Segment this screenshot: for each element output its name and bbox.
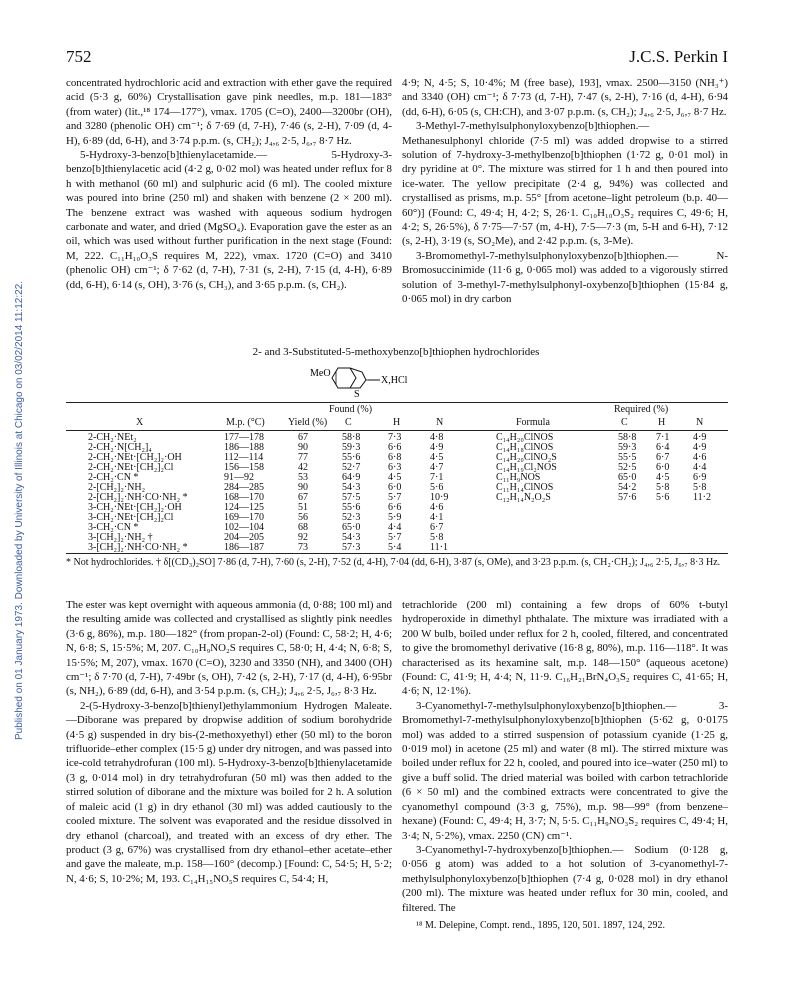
- cell-n: 4·1: [430, 512, 444, 523]
- cell-mp: 112—114: [224, 452, 264, 463]
- cell-rn: 6·9: [693, 472, 707, 483]
- cell-yield: 90: [298, 442, 308, 453]
- cell-formula: C₁₁H₉NOS: [496, 472, 541, 483]
- col-c: C: [345, 417, 352, 428]
- cell-rc: 59·3: [618, 442, 637, 453]
- col-x: X: [136, 417, 144, 428]
- cell-yield: 56: [298, 512, 308, 523]
- col-rn: N: [696, 417, 704, 428]
- col-formula: Formula: [516, 417, 550, 428]
- cell-x: 2-[CH₂]₂·NH₂: [88, 482, 146, 493]
- cell-mp: 186—188: [224, 442, 264, 453]
- cell-rc: 65·0: [618, 472, 637, 483]
- table-title: 2- and 3-Substituted-5-methoxybenzo[b]thiophen hydrochlorides: [252, 346, 540, 358]
- cell-h: 5·4: [388, 542, 402, 553]
- cell-rn: 4·4: [693, 462, 707, 473]
- cell-rn: 4·9: [693, 442, 707, 453]
- cell-c: 54·3: [342, 482, 361, 493]
- cell-x: 2-CH₂·NEt·[CH₂]₂Cl: [88, 462, 174, 473]
- cell-rc: 55·5: [618, 452, 637, 463]
- cell-x: 3-[CH₂]₂·NH₂ †: [88, 532, 153, 543]
- structure-x-label: X,HCl: [381, 375, 408, 386]
- cell-h: 4·4: [388, 522, 402, 533]
- cell-x: 2-CH₂·CN *: [88, 472, 139, 483]
- paragraph: 3-Cyanomethyl-7-methylsulphonyloxybenzo[b]thiophen.— 3-Bromomethyl-7-methylsulphonyloxybenzo[b]thiophen (5·62 g, 0·0175 mol) was added to a stirred suspension of potassium cyanide (1·25 g, 0·019 mol) in acetone (25 ml) and water (8 ml). The stirred mixture was boiled under reflux for 22 h, cooled, and poured into ice–water (250 ml) to give a buff solid. The dried material was boiled with carbon tetrachloride (6 × 50 ml) and the combined extracts were concentrated to give the cyanomethyl compound (3·3 g, 75%), m.p. 98—99° (from benzene–hexane) (Found: C, 49·4; H, 3·7; N, 5·5. C₁₁H₉NO₃S₂ requires C, 49·4; H, 3·4; N, 5·2%), νmax. 2250 (CN) cm⁻¹.: [402, 699, 728, 842]
- right-column-bottom: [402, 598, 728, 933]
- paragraph: 3-Methyl-7-methylsulphonyloxybenzo[b]thiophen.— Methanesulphonyl chloride (7·5 ml) was added dropwise to a stirred solution of 7-hydroxy-3-methylbenzo[b]thiophen (1·72 g, 0·01 mol) in dry pyridine at 0°. The mixture was stirred for 1 h and then poured into ice-water. The yellow precipitate (2·4 g, 94%) was collected and crystallised as prisms, m.p. 55° [from acetone–light petroleum (b.p. 40—60°)] (Found: C, 49·4; H, 4·2; S, 26·1. C₁₀H₁₀O₃S₂ requires C, 49·6; H, 4·2; S, 26·5%), δ 7·75—7·57 (m, 4-H), 7·5—7·3 (m, 5-H and 6-H), 7·12 (s, 2-H), 3·19 (s, SO₂Me), and 2·42 p.p.m. (s, 3-Me).: [402, 120, 728, 248]
- cell-h: 6·6: [388, 502, 402, 513]
- cell-formula: C₁₁H₁₄ClNOS: [496, 482, 554, 493]
- cell-mp: 177—178: [224, 432, 264, 443]
- cell-mp: 168—170: [224, 492, 264, 503]
- cell-mp: 156—158: [224, 462, 264, 473]
- cell-yield: 53: [298, 472, 308, 483]
- col-h: H: [393, 417, 401, 428]
- cell-c: 52·7: [342, 462, 361, 473]
- cell-x: 3-CH₂·NEt·[CH₂]₂·OH: [88, 502, 182, 513]
- table-header-row: [66, 417, 728, 429]
- cell-h: 4·5: [388, 472, 402, 483]
- cell-yield: 90: [298, 482, 308, 493]
- cell-rh: 6·0: [656, 462, 670, 473]
- group-found: Found (%): [329, 404, 373, 415]
- cell-x: 2-CH₂·NEt₂: [88, 432, 137, 443]
- table-footnote: * Not hydrochlorides. † δ[(CD₃)₂SO] 7·86 (d, 7-H), 7·60 (s, 2-H), 7·52 (d, 4-H), 7·04 (dd, 6-H), 3·87 (s, OMe), and 3·23 p.p.m. (s, CH₂·CH₂); J₄,₆ 2·5, J₆,₇ 8·3 Hz.: [66, 557, 721, 568]
- cell-rh: 5·6: [656, 492, 670, 503]
- data-table: [66, 400, 728, 552]
- cell-n: 4·9: [430, 442, 444, 453]
- cell-c: 57·3: [342, 542, 361, 553]
- cell-c: 54·3: [342, 532, 361, 543]
- right-column-top: [402, 76, 728, 307]
- download-watermark: [2, 180, 25, 740]
- cell-h: 5·9: [388, 512, 402, 523]
- table-group-header: [66, 404, 728, 416]
- cell-n: 7·1: [430, 472, 444, 483]
- paragraph: tetrachloride (200 ml) containing a few drops of 60% t-butyl hydroperoxide in dimethyl phthalate. The mixture was irradiated with a 200 W bulb, boiled under reflux for 2 h, cooled, filtered, and concentrated to give the bromomethyl derivative (16·8 g, 80%), m.p. 116—118°. It was characterised as its hexamine salt, m.p. 148—150° (aqueous acetone) (Found: C, 41·9; H, 4·4; N, 11·9. C₁₆H₂₁BrN₄O₃S₂ requires C, 41·65; H, 4·6; N, 12·1%).: [402, 599, 728, 698]
- cell-n: 4·6: [430, 502, 444, 513]
- structure-meo-label: MeO: [310, 368, 331, 379]
- cell-formula: C₁₄H₂₀ClNOS: [496, 432, 554, 443]
- cell-n: 4·7: [430, 462, 444, 473]
- cell-n: 4·5: [430, 452, 444, 463]
- cell-c: 55·6: [342, 502, 361, 513]
- cell-yield: 67: [298, 432, 308, 443]
- cell-rc: 54·2: [618, 482, 637, 493]
- cell-mp: 124—125: [224, 502, 264, 513]
- cell-rc: 57·6: [618, 492, 637, 503]
- paragraph: The ester was kept overnight with aqueous ammonia (d, 0·88; 100 ml) and the resulting amide was collected and crystallised as slightly pink needles (3·6 g, 86%), m.p. 180—182° (from propan-2-ol) (Found: C, 58·2; H, 4·6; N, 6·8; S, 15·5%; M, 207. C₁₀H₉NO₂S requires C, 58·0; H, 4·4; N, 6·8; S, 15·5%; M, 207), νmax. 1670 (C=O), 3230 and 3350 (NH), and 3400 (OH) cm⁻¹; δ 7·70 (d, 7-H), 7·49br (s, OH), 7·42 (s, 2-H), 7·17 (d, 4-H), 6·95br (s, NH₂), 6·89 (dd, 6-H), and 3·54 p.p.m. (s, CH₂); J₄,₆ 2·5, J₆,₇ 8·3 Hz.: [66, 599, 392, 698]
- cell-mp: 186—187: [224, 542, 264, 553]
- cell-c: 57·5: [342, 492, 361, 503]
- structure-diagram: [288, 362, 488, 402]
- cell-mp: 284—285: [224, 482, 264, 493]
- cell-rn: 4·9: [693, 432, 707, 443]
- group-required: Required (%): [614, 404, 669, 415]
- structure-s-label: S: [354, 389, 360, 400]
- cell-yield: 92: [298, 532, 308, 543]
- paragraph: 4·9; N, 4·5; S, 10·4%; M (free base), 193], νmax. 2500—3150 (NH₃⁺) and 3340 (OH) cm⁻¹; δ 7·73 (d, 7-H), 7·47 (s, 2-H), 7·16 (d, 4-H), 6·94 (dd, 6-H), 6·05 (s, CH:CH), and 3·07 p.p.m. (s, CH₂); J₄,₆ 2·5, J₆,₇ 8·7 Hz.: [402, 77, 728, 118]
- cell-h: 6·6: [388, 442, 402, 453]
- col-n: N: [436, 417, 444, 428]
- cell-x: 2-CH₂·NEt·[CH₂]₂·OH: [88, 452, 182, 463]
- cell-n: 6·7: [430, 522, 444, 533]
- cell-n: 4·8: [430, 432, 444, 443]
- left-column-bottom: [66, 598, 392, 886]
- cell-rc: 58·8: [618, 432, 637, 443]
- col-rc: C: [621, 417, 628, 428]
- watermark-text: Published on 01 January 1973. Downloaded by University of Illinois at Chicago on 03/02/2014 11:12:22.: [14, 280, 25, 740]
- cell-mp: 204—205: [224, 532, 264, 543]
- cell-c: 55·6: [342, 452, 361, 463]
- cell-formula: C₁₄H₁₈ClNOS: [496, 442, 554, 453]
- cell-n: 5·8: [430, 532, 444, 543]
- reference-note: ¹⁸ M. Delepine, Compt. rend., 1895, 120, 501. 1897, 124, 292.: [416, 919, 665, 931]
- cell-rh: 6·7: [656, 452, 670, 463]
- cell-h: 6·3: [388, 462, 402, 473]
- table-rule-bottom: [66, 553, 728, 554]
- cell-formula: C₁₄H₁₉Cl₂NOS: [496, 462, 557, 473]
- paragraph: concentrated hydrochloric acid and extraction with ether gave the required acid (5·3 g, 60%) Crystallisation gave pink needles, m.p. 181—183° (from water) (lit.,¹⁸ 174—177°), νmax. 1705 (C=O), 2400—3200br (OH), and 3280 (phenolic OH) cm⁻¹; δ 7·69 (d, 7-H), 7·46 (s, 2-H), 7·09 (d, 4-H), 6·89 (dd, 6-H), and 3·74 p.p.m. (s, CH₂); J₄,₆ 2·5, J₆,₇ 8·7 Hz.: [66, 77, 392, 147]
- cell-rh: 6·4: [656, 442, 670, 453]
- col-rh: H: [658, 417, 666, 428]
- cell-formula: C₁₄H₂₀ClNO₂S: [496, 452, 557, 463]
- cell-c: 64·9: [342, 472, 361, 483]
- cell-n: 5·6: [430, 482, 444, 493]
- cell-x: 3-CH₂·CN *: [88, 522, 139, 533]
- cell-yield: 68: [298, 522, 308, 533]
- left-column-top: [66, 76, 392, 292]
- cell-x: 3-CH₂·NEt·[CH₂]₂Cl: [88, 512, 174, 523]
- table-rule-mid: [66, 430, 728, 431]
- benzothiophen-structure: [288, 362, 488, 402]
- cell-rn: 5·8: [693, 482, 707, 493]
- cell-yield: 42: [298, 462, 308, 473]
- cell-formula: C₁₂H₁₄N₂O₂S: [496, 492, 551, 503]
- cell-h: 5·7: [388, 492, 402, 503]
- cell-rc: 52·5: [618, 462, 637, 473]
- cell-x: 2-CH₂·N[CH₂]₄: [88, 442, 152, 453]
- cell-n: 10·9: [430, 492, 449, 503]
- col-mp: M.p. (°C): [226, 417, 265, 428]
- paragraph: 3-Cyanomethyl-7-hydroxybenzo[b]thiophen.— Sodium (0·128 g, 0·056 g atom) was added to a hot solution of 3-cyanomethyl-7-methylsulphonyloxybenzo[b]thiophen (7·4 g, 0·028 mol) in dry ethanol (200 ml). The mixture was heated under reflux for 30 min, cooled, and filtered. The: [402, 843, 728, 914]
- cell-c: 58·8: [342, 432, 361, 443]
- cell-h: 5·7: [388, 532, 402, 543]
- cell-h: 6·8: [388, 452, 402, 463]
- cell-yield: 51: [298, 502, 308, 513]
- cell-n: 11·1: [430, 542, 448, 553]
- cell-rh: 4·5: [656, 472, 670, 483]
- cell-yield: 67: [298, 492, 308, 503]
- cell-rh: 7·1: [656, 432, 670, 443]
- cell-x: 2-[CH₂]₂·NH·CO·NH₂ *: [88, 492, 188, 503]
- cell-mp: 91—92: [224, 472, 254, 483]
- cell-mp: 102—104: [224, 522, 264, 533]
- cell-h: 6·0: [388, 482, 402, 493]
- cell-mp: 169—170: [224, 512, 264, 523]
- cell-rh: 5·8: [656, 482, 670, 493]
- cell-c: 59·3: [342, 442, 361, 453]
- cell-rn: 11·2: [693, 492, 711, 503]
- journal-title: J.C.S. Perkin I: [629, 47, 728, 66]
- paragraph: 5-Hydroxy-3-benzo[b]thienylacetamide.— 5-Hydroxy-3-benzo[b]thienylacetic acid (4·2 g, 0·02 mol) was heated under reflux for 8 h with methanol (60 ml) and sulphuric acid (6 ml). The cooled mixture was poured into brine (250 ml) and shaken with benzene (2 × 200 ml). The benzene extract was washed with aqueous sodium hydrogen carbonate and water, and dried (MgSO₄). Evaporation gave the ester as an oil, which was used without further purification in the next stage (Found: M, 222. C₁₁H₁₀O₃S requires M, 222), νmax. 1720 (C=O) and 3410 (phenolic OH) cm⁻¹; δ 7·62 (d, 7-H), 7·31 (s, 2-H), 7·15 (d, 4-H), 6·89 (dd, 6-H), 6·14 (s, OH), 3·76 (s, CH₃), and 3·65 p.p.m. (s, CH₂).: [66, 149, 392, 291]
- cell-c: 65·0: [342, 522, 361, 533]
- paragraph: 3-Bromomethyl-7-methylsulphonyloxybenzo[b]thiophen.— N-Bromosuccinimide (11·6 g, 0·065 mol) was added to a vigorously stirred solution of 3-methyl-7-methylsulphonyl-oxybenzo[b]thiophen (15·84 g, 0·065 mol) in dry carbon: [402, 249, 728, 306]
- cell-rn: 4·6: [693, 452, 707, 463]
- col-yield: Yield (%): [288, 417, 328, 428]
- cell-x: 3-[CH₂]₂·NH·CO·NH₂ *: [88, 542, 188, 553]
- cell-yield: 77: [298, 452, 308, 463]
- cell-c: 52·3: [342, 512, 361, 523]
- cell-h: 7·3: [388, 432, 402, 443]
- table-rule-top: [66, 402, 728, 403]
- page-number: 752: [66, 47, 92, 66]
- paragraph: 2-(5-Hydroxy-3-benzo[b]thienyl)ethylammonium Hydrogen Maleate.—Diborane was prepared by dropwise addition of sodium borohydride (4·5 g) suspended in dry bis-(2-methoxyethyl) ether (50 ml) to the boron trifluoride–ether complex (15·5 g) under dry nitrogen, and was passed into ice-cold tetrahydrofuran (100 ml). 5-Hydroxy-3-benzo[b]thienylacetamide (3 g, 0·014 mol) in dry tetrahydrofuran (50 ml) was then added to the stirred solution of diborane and the mixture was boiled for 2 h. A solution of maleic acid (1 g) in dry ethanol (30 ml) was added cautiously to the cooled mixture. The solvent was evaporated and the residue dissolved in dry ethanol (charcoal), and treated with an excess of dry ether. The product (3 g, 67%) was crystallised from dry ethanol–ether acetate–ether and gave the maleate, m.p. 158—160° (decomp.) [Found: C, 54·5; H, 5·2; N, 4·6; S, 10·2%; M, 193. C₁₄H₁₅NO₅S requires C, 54·4; H,: [66, 699, 392, 885]
- cell-yield: 73: [298, 542, 308, 553]
